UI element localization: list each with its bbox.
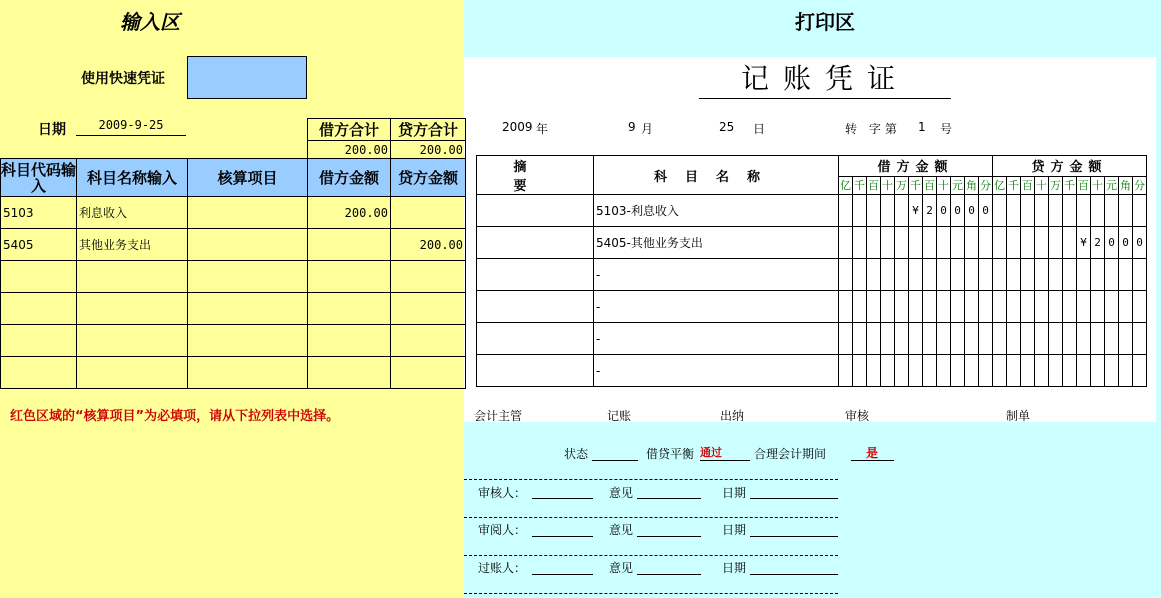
debit-digit-cell — [895, 291, 909, 323]
debit-digit-cell — [923, 323, 937, 355]
credit-digit-cell — [1105, 355, 1119, 387]
debit-digit-cell — [853, 291, 867, 323]
date-label: 日期 — [38, 122, 66, 138]
debit-digit-cell — [923, 355, 937, 387]
debit-digit-cell — [965, 355, 979, 387]
credit-digit-unit: 亿 — [993, 176, 1007, 194]
debit-digit-unit: 万 — [895, 176, 909, 194]
debit-digit-unit: 千 — [909, 176, 923, 194]
voucher-day-unit: 日 — [753, 122, 766, 136]
divider — [464, 517, 838, 518]
debit-digit-cell — [937, 355, 951, 387]
col-debit-amount: 借方金额 — [839, 156, 993, 177]
credit-amount-cell[interactable] — [391, 197, 466, 229]
summary-cell — [477, 355, 594, 387]
credit-digit-unit: 千 — [1063, 176, 1077, 194]
review-opinion-3[interactable] — [637, 559, 701, 575]
credit-digit-cell — [993, 291, 1007, 323]
summary-cell — [477, 195, 594, 227]
divider — [464, 555, 838, 556]
review-name-3[interactable] — [532, 559, 593, 575]
debit-digit-cell — [979, 227, 993, 259]
debit-digit-cell — [909, 259, 923, 291]
debit-digit-cell — [839, 323, 853, 355]
credit-digit-cell — [1133, 259, 1147, 291]
account-cell: 5405-其他业务支出 — [594, 227, 839, 259]
debit-digit-cell — [895, 323, 909, 355]
credit-digit-cell — [1021, 291, 1035, 323]
debit-digit-cell — [839, 291, 853, 323]
accounting-item-cell[interactable] — [188, 261, 308, 293]
credit-digit-cell — [1063, 195, 1077, 227]
period-label: 合理会计期间 — [754, 447, 827, 461]
credit-digit-cell — [1119, 323, 1133, 355]
review-role-3: 过账人： — [478, 561, 527, 575]
credit-digit-cell — [1007, 355, 1021, 387]
review-role-2: 审阅人： — [478, 523, 527, 537]
voucher-row — [477, 355, 1147, 387]
credit-digit-cell — [1077, 323, 1091, 355]
debit-digit-cell — [951, 227, 965, 259]
account-cell: 5103-利息收入 — [594, 195, 839, 227]
debit-digit-cell — [867, 227, 881, 259]
col-credit-amount: 贷方金额 — [993, 156, 1147, 177]
account-code-cell[interactable]: 5405 — [1, 229, 77, 261]
credit-digit-cell — [1049, 355, 1063, 387]
credit-amount-cell[interactable] — [391, 357, 466, 389]
quick-voucher-input[interactable] — [187, 56, 307, 99]
credit-digit-cell — [1063, 291, 1077, 323]
credit-digit-cell — [993, 259, 1007, 291]
table-row — [1, 197, 466, 229]
debit-digit-cell — [867, 291, 881, 323]
debit-digit-cell: 0 — [979, 195, 993, 227]
credit-digit-cell — [1035, 323, 1049, 355]
credit-digit-cell — [1133, 195, 1147, 227]
debit-digit-cell — [979, 355, 993, 387]
debit-digit-cell — [951, 291, 965, 323]
account-name-cell[interactable]: 利息收入 — [77, 197, 188, 229]
debit-digit-cell — [909, 227, 923, 259]
credit-amount-cell[interactable]: 200.00 — [391, 229, 466, 261]
review-opinion-label-3: 意见 — [609, 561, 634, 575]
debit-digit-cell — [923, 291, 937, 323]
debit-digit-cell: 0 — [951, 195, 965, 227]
review-date-label-2: 日期 — [722, 523, 747, 537]
credit-digit-cell — [993, 355, 1007, 387]
credit-amount-cell[interactable] — [391, 293, 466, 325]
debit-amount-cell[interactable]: 200.00 — [308, 197, 391, 229]
credit-digit-cell — [1063, 259, 1077, 291]
debit-digit-cell — [895, 227, 909, 259]
credit-digit-cell — [1105, 195, 1119, 227]
credit-digit-cell — [1077, 195, 1091, 227]
credit-digit-unit: 百 — [1077, 176, 1091, 194]
voucher-title: 记账凭证 — [699, 60, 951, 99]
credit-digit-cell — [1077, 355, 1091, 387]
input-area-title: 输入区 — [120, 10, 180, 34]
debit-digit-cell — [909, 323, 923, 355]
review-date-label-1: 日期 — [722, 486, 747, 500]
voucher-row — [477, 291, 1147, 323]
account-cell: - — [594, 291, 839, 323]
credit-digit-cell — [993, 195, 1007, 227]
account-name-cell[interactable] — [77, 325, 188, 357]
account-cell: - — [594, 259, 839, 291]
account-code-cell[interactable] — [1, 293, 77, 325]
debit-digit-cell — [909, 355, 923, 387]
col-account-name: 科目名称 — [594, 156, 839, 195]
debit-digit-cell: 0 — [965, 195, 979, 227]
sig-bookkeeper: 记账 — [607, 409, 632, 423]
sig-accounting-supervisor: 会计主管 — [474, 409, 523, 423]
col-summary: 摘 要 — [477, 156, 594, 195]
debit-digit-cell — [853, 355, 867, 387]
voucher-row — [477, 323, 1147, 355]
review-date-2[interactable] — [750, 521, 838, 537]
debit-digit-cell — [839, 355, 853, 387]
debit-digit-cell — [867, 355, 881, 387]
credit-digit-cell — [1049, 227, 1063, 259]
account-name-cell[interactable] — [77, 293, 188, 325]
print-area-title: 打印区 — [795, 10, 855, 34]
status-label: 状态 — [564, 447, 589, 461]
debit-digit-cell: 0 — [937, 195, 951, 227]
credit-digit-cell — [1133, 291, 1147, 323]
accounting-item-cell[interactable] — [188, 229, 308, 261]
debit-amount-cell[interactable] — [308, 229, 391, 261]
debit-digit-cell — [881, 259, 895, 291]
debit-digit-cell — [895, 259, 909, 291]
account-name-cell[interactable] — [77, 357, 188, 389]
debit-digit-cell: ¥ — [909, 195, 923, 227]
credit-amount-cell[interactable] — [391, 325, 466, 357]
voucher-row — [477, 259, 1147, 291]
debit-digit-cell — [881, 355, 895, 387]
accounting-item-cell[interactable] — [188, 293, 308, 325]
debit-digit-unit: 角 — [965, 176, 979, 194]
account-code-cell[interactable] — [1, 357, 77, 389]
debit-digit-unit: 分 — [979, 176, 993, 194]
debit-digit-cell — [881, 227, 895, 259]
credit-digit-cell: 0 — [1133, 227, 1147, 259]
debit-total-value: 200.00 — [308, 141, 391, 159]
debit-digit-unit: 百 — [867, 176, 881, 194]
debit-digit-cell — [979, 259, 993, 291]
voucher-day: 25 — [719, 120, 735, 134]
table-row — [1, 325, 466, 357]
credit-digit-cell — [1049, 291, 1063, 323]
credit-digit-cell — [1091, 291, 1105, 323]
credit-digit-cell — [993, 227, 1007, 259]
debit-digit-cell — [979, 323, 993, 355]
debit-amount-cell[interactable] — [308, 293, 391, 325]
voucher-table — [476, 155, 1147, 387]
credit-digit-cell — [1133, 355, 1147, 387]
credit-digit-unit: 分 — [1133, 176, 1147, 194]
divider — [464, 593, 838, 594]
credit-digit-cell — [1021, 195, 1035, 227]
voucher-row — [477, 227, 1147, 259]
credit-digit-cell — [1077, 259, 1091, 291]
debit-total-label: 借方合计 — [308, 119, 391, 141]
debit-digit-cell — [853, 323, 867, 355]
divider — [464, 479, 838, 480]
summary-cell — [477, 323, 594, 355]
col-credit-amount: 贷方金额 — [391, 159, 466, 197]
credit-digit-cell — [1049, 195, 1063, 227]
voucher-year-unit: 年 — [536, 122, 549, 136]
credit-digit-unit: 元 — [1105, 176, 1119, 194]
col-accounting-item: 核算项目 — [188, 159, 308, 197]
credit-digit-cell — [1035, 259, 1049, 291]
credit-total-label: 贷方合计 — [391, 119, 466, 141]
credit-digit-cell — [1063, 323, 1077, 355]
credit-digit-cell: 0 — [1119, 227, 1133, 259]
debit-digit-cell — [937, 291, 951, 323]
credit-digit-cell — [1007, 195, 1021, 227]
credit-digit-cell — [1007, 227, 1021, 259]
debit-digit-cell — [951, 259, 965, 291]
debit-digit-cell: 2 — [923, 195, 937, 227]
credit-digit-unit: 百 — [1021, 176, 1035, 194]
credit-digit-cell — [1021, 355, 1035, 387]
date-input[interactable]: 2009-9-25 — [76, 118, 186, 136]
debit-digit-cell — [909, 291, 923, 323]
credit-digit-cell — [1077, 291, 1091, 323]
credit-digit-unit: 角 — [1119, 176, 1133, 194]
col-account-code: 科目代码输入 — [1, 160, 77, 195]
voucher-number-unit: 号 — [940, 122, 953, 136]
credit-digit-cell: 2 — [1091, 227, 1105, 259]
debit-digit-unit: 百 — [923, 176, 937, 194]
accounting-item-cell[interactable] — [188, 325, 308, 357]
credit-digit-cell — [1021, 323, 1035, 355]
review-date-1[interactable] — [750, 484, 838, 499]
debit-digit-cell — [937, 227, 951, 259]
review-date-3[interactable] — [750, 559, 838, 575]
col-account-name: 科目名称输入 — [77, 159, 188, 197]
credit-digit-cell — [1091, 355, 1105, 387]
voucher-row — [477, 195, 1147, 227]
table-row — [1, 261, 466, 293]
voucher-month-unit: 月 — [641, 122, 654, 136]
summary-cell — [477, 227, 594, 259]
credit-digit-cell — [1119, 355, 1133, 387]
credit-digit-cell — [1007, 291, 1021, 323]
credit-digit-cell — [1119, 259, 1133, 291]
voucher-number-label: 转 字第 — [845, 122, 901, 136]
debit-digit-cell — [937, 259, 951, 291]
voucher-year: 2009 — [502, 120, 533, 134]
accounting-item-cell[interactable] — [188, 357, 308, 389]
debit-digit-unit: 十 — [937, 176, 951, 194]
debit-digit-cell — [867, 323, 881, 355]
accounting-item-cell[interactable] — [188, 197, 308, 229]
summary-cell — [477, 291, 594, 323]
credit-digit-cell — [1035, 355, 1049, 387]
credit-digit-cell — [1119, 195, 1133, 227]
credit-digit-cell — [1119, 291, 1133, 323]
required-field-note: 红色区域的“核算项目”为必填项，请从下拉列表中选择。 — [10, 409, 340, 424]
credit-digit-cell — [1035, 291, 1049, 323]
credit-digit-cell — [1035, 227, 1049, 259]
debit-digit-cell — [965, 259, 979, 291]
table-row — [1, 229, 466, 261]
credit-digit-cell — [1063, 355, 1077, 387]
debit-digit-cell — [867, 195, 881, 227]
credit-digit-cell — [1021, 227, 1035, 259]
debit-digit-unit: 元 — [951, 176, 965, 194]
voucher-number: 1 — [918, 120, 926, 134]
voucher-month: 9 — [628, 120, 636, 134]
review-opinion-2[interactable] — [637, 521, 701, 537]
review-opinion-label-2: 意见 — [609, 523, 634, 537]
credit-digit-unit: 万 — [1049, 176, 1063, 194]
table-row — [1, 293, 466, 325]
debit-digit-cell — [839, 259, 853, 291]
credit-digit-cell — [1021, 259, 1035, 291]
credit-digit-cell — [1007, 259, 1021, 291]
debit-digit-cell — [951, 323, 965, 355]
debit-digit-cell — [853, 259, 867, 291]
credit-digit-cell — [1049, 323, 1063, 355]
credit-amount-cell[interactable] — [391, 261, 466, 293]
account-code-cell[interactable]: 5103 — [1, 197, 77, 229]
account-cell: - — [594, 323, 839, 355]
review-opinion-label-1: 意见 — [609, 486, 634, 500]
account-code-cell[interactable] — [1, 261, 77, 293]
account-name-cell[interactable]: 其他业务支出 — [77, 229, 188, 261]
debit-amount-cell[interactable] — [308, 261, 391, 293]
credit-digit-cell — [1105, 259, 1119, 291]
credit-digit-cell — [1049, 259, 1063, 291]
status-value — [592, 447, 638, 461]
credit-digit-cell — [1091, 323, 1105, 355]
credit-digit-cell — [1105, 323, 1119, 355]
debit-digit-cell — [923, 227, 937, 259]
debit-digit-cell — [881, 323, 895, 355]
review-name-2[interactable] — [532, 521, 593, 537]
col-debit-amount: 借方金额 — [308, 159, 391, 197]
account-cell: - — [594, 355, 839, 387]
debit-digit-cell — [965, 291, 979, 323]
credit-total-value: 200.00 — [391, 141, 466, 159]
debit-digit-cell — [895, 355, 909, 387]
credit-digit-cell — [1091, 195, 1105, 227]
debit-digit-cell — [895, 195, 909, 227]
sig-preparer: 制单 — [1006, 409, 1031, 423]
debit-digit-cell — [839, 227, 853, 259]
debit-digit-cell — [853, 195, 867, 227]
debit-digit-cell — [965, 323, 979, 355]
account-code-cell[interactable] — [1, 325, 77, 357]
debit-digit-cell — [979, 291, 993, 323]
credit-digit-unit: 千 — [1007, 176, 1021, 194]
credit-digit-unit: 十 — [1091, 176, 1105, 194]
quick-voucher-label: 使用快速凭证 — [81, 71, 165, 87]
credit-digit-cell — [1035, 195, 1049, 227]
debit-digit-unit: 亿 — [839, 176, 853, 194]
debit-digit-cell — [839, 195, 853, 227]
debit-digit-cell — [867, 259, 881, 291]
debit-digit-cell — [937, 323, 951, 355]
credit-digit-cell — [1133, 323, 1147, 355]
review-role-1: 审核人： — [478, 486, 527, 500]
input-table — [0, 118, 466, 389]
debit-digit-cell — [965, 227, 979, 259]
credit-digit-cell — [1105, 291, 1119, 323]
review-name-1[interactable] — [532, 484, 593, 499]
debit-digit-unit: 十 — [881, 176, 895, 194]
debit-digit-cell — [923, 259, 937, 291]
summary-cell — [477, 259, 594, 291]
sig-cashier: 出纳 — [720, 409, 745, 423]
account-name-cell[interactable] — [77, 261, 188, 293]
review-opinion-1[interactable] — [637, 484, 701, 499]
debit-amount-cell[interactable] — [308, 357, 391, 389]
credit-digit-cell — [1007, 323, 1021, 355]
debit-amount-cell[interactable] — [308, 325, 391, 357]
credit-digit-cell: ¥ — [1077, 227, 1091, 259]
credit-digit-cell — [1063, 227, 1077, 259]
period-value: 是 — [851, 444, 894, 461]
review-date-label-3: 日期 — [722, 561, 747, 575]
credit-digit-cell — [1091, 259, 1105, 291]
sig-reviewer: 审核 — [845, 409, 870, 423]
debit-digit-cell — [951, 355, 965, 387]
credit-digit-cell: 0 — [1105, 227, 1119, 259]
credit-digit-cell — [993, 323, 1007, 355]
balance-label: 借贷平衡 — [646, 447, 695, 461]
debit-digit-cell — [881, 291, 895, 323]
balance-value: 通过 — [700, 444, 750, 461]
credit-digit-unit: 十 — [1035, 176, 1049, 194]
table-row — [1, 357, 466, 389]
debit-digit-unit: 千 — [853, 176, 867, 194]
debit-digit-cell — [853, 227, 867, 259]
debit-digit-cell — [881, 195, 895, 227]
